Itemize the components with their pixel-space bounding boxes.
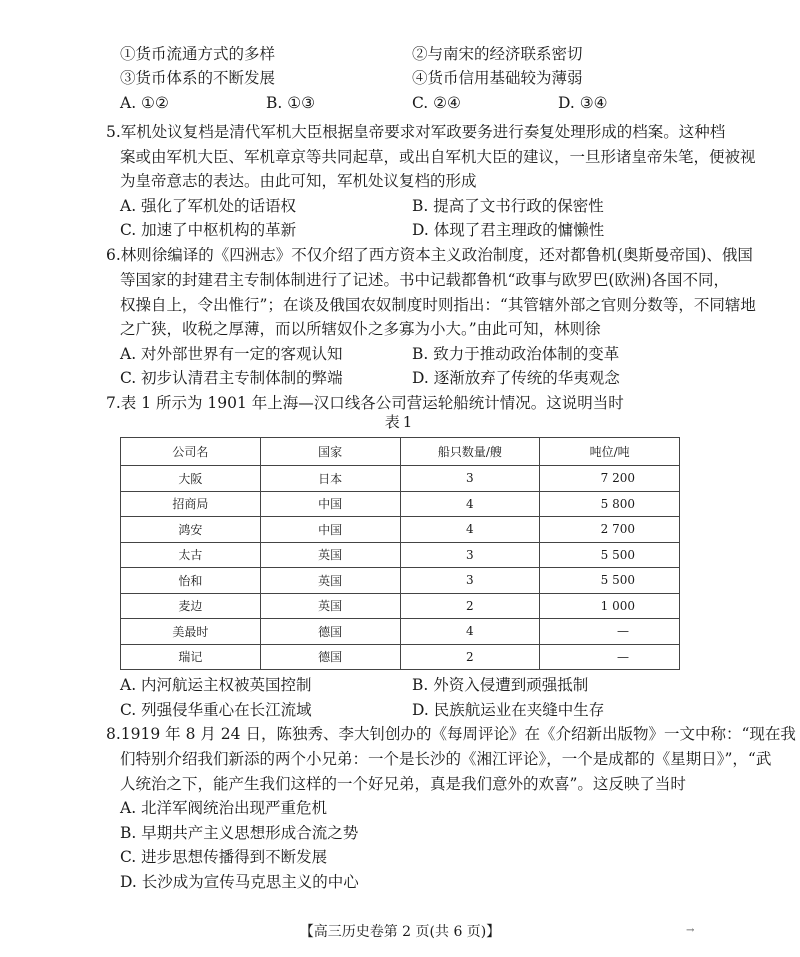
cell-tonnage: — <box>540 619 680 645</box>
table-row <box>121 644 680 670</box>
cell-tonnage: 5 800 <box>540 491 680 517</box>
cell-tonnage: 2 700 <box>540 517 680 543</box>
q6-stem-line-3: 权操自上，令出惟行”；在谈及俄国农奴制度时则指出：“其管辖外部之官则分数等，不同辖地 <box>120 296 756 314</box>
cell-company: 鸿安 <box>121 517 261 543</box>
table-row <box>121 619 680 645</box>
cell-company: 美最时 <box>121 619 261 645</box>
corner-mark: → <box>686 925 695 936</box>
cell-company: 太古 <box>121 542 261 568</box>
cell-ship-count: 3 <box>400 568 540 594</box>
q7-option-b: B. 外资入侵遭到顽强抵制 <box>412 676 589 694</box>
q4-options-row-1 <box>120 44 720 64</box>
cell-ship-count: 2 <box>400 593 540 619</box>
q7-options-row-1 <box>120 675 720 695</box>
cell-company: 麦边 <box>121 593 261 619</box>
cell-ship-count: 4 <box>400 517 540 543</box>
header-ship-count: 船只数量/艘 <box>400 438 540 466</box>
table-row <box>121 593 680 619</box>
q5-stem-line-3: 为皇帝意志的表达。由此可知，军机处议复档的形成 <box>120 172 477 190</box>
q4-item-3: ③货币体系的不断发展 <box>120 69 276 87</box>
cell-tonnage: 5 500 <box>540 568 680 594</box>
q4-option-b: B. ①③ <box>266 94 316 112</box>
table-row <box>121 568 680 594</box>
q7-option-c: C. 列强侵华重心在长江流域 <box>120 701 312 719</box>
q5-options-row-2 <box>120 220 720 240</box>
cell-country: 德国 <box>260 644 400 670</box>
q5-option-c: C. 加速了中枢机构的革新 <box>120 221 297 239</box>
q4-choices-row <box>120 93 720 113</box>
q6-option-a: A. 对外部世界有一定的客观认知 <box>120 345 343 363</box>
q5-option-b: B. 提高了文书行政的保密性 <box>412 197 604 215</box>
q6-stem-line-4: 之广狭，收税之厚薄，而以所辖奴仆之多寡为小大。”由此可知，林则徐 <box>120 320 601 338</box>
cell-company: 怡和 <box>121 568 261 594</box>
cell-country: 日本 <box>260 466 400 492</box>
table-row <box>121 542 680 568</box>
q6-stem-line-2: 等国家的封建君主专制体制进行了记述。书中记载都鲁机“政事与欧罗巴(欧洲)各国不同， <box>120 271 730 289</box>
cell-country: 英国 <box>260 568 400 594</box>
table-row <box>121 466 680 492</box>
cell-country: 英国 <box>260 593 400 619</box>
q4-option-d: D. ③④ <box>558 94 608 112</box>
cell-ship-count: 3 <box>400 542 540 568</box>
q8-stem-line-2: 们特别介绍我们新添的两个小兄弟：一个是长沙的《湘江评论》，一个是成都的《星期日》”，“武 <box>120 750 772 768</box>
q4-item-4: ④货币信用基础较为薄弱 <box>412 69 583 87</box>
q4-item-2: ②与南宋的经济联系密切 <box>412 45 583 63</box>
q7-option-d: D. 民族航运业在夹缝中生存 <box>412 701 605 719</box>
q4-option-c: C. ②④ <box>412 94 461 112</box>
cell-ship-count: 4 <box>400 619 540 645</box>
cell-company: 大阪 <box>121 466 261 492</box>
cell-tonnage: 5 500 <box>540 542 680 568</box>
q5-stem-line-2: 案或由军机大臣、军机章京等共同起草，或出自军机大臣的建议，一旦形诸皇帝朱笔，便被视 <box>120 148 756 166</box>
header-company: 公司名 <box>121 438 261 466</box>
q6-options-row-1 <box>120 344 720 364</box>
q6-option-d: D. 逐渐放弃了传统的华夷观念 <box>412 369 620 387</box>
q8-stem-line-1: 8.1919 年 8 月 24 日，陈独秀、李大钊创办的《每周评论》在《介绍新出版物》一文中称：“现在我 <box>106 725 796 743</box>
q8-option-a: A. 北洋军阀统治出现严重危机 <box>120 799 328 817</box>
table-caption: 表1 <box>384 413 416 431</box>
cell-country: 英国 <box>260 542 400 568</box>
header-country: 国家 <box>260 438 400 466</box>
table-header-row <box>121 438 680 466</box>
q5-option-d: D. 体现了君主理政的慵懒性 <box>412 221 605 239</box>
cell-ship-count: 2 <box>400 644 540 670</box>
table-row <box>121 517 680 543</box>
shipping-table <box>120 437 680 670</box>
q8-option-d: D. 长沙成为宣传马克思主义的中心 <box>120 873 359 891</box>
cell-country: 德国 <box>260 619 400 645</box>
cell-tonnage: — <box>540 644 680 670</box>
q8-option-b: B. 早期共产主义思想形成合流之势 <box>120 824 359 842</box>
page-footer: 【高三历史卷第 2 页(共 6 页)】 <box>299 924 501 940</box>
q5-stem-line-1: 5.军机处议复档是清代军机大臣根据皇帝要求对军政要务进行奏复处理形成的档案。这种档 <box>106 123 726 141</box>
cell-ship-count: 3 <box>400 466 540 492</box>
q6-option-c: C. 初步认清君主专制体制的弊端 <box>120 369 343 387</box>
cell-company: 瑞记 <box>121 644 261 670</box>
q5-option-a: A. 强化了军机处的话语权 <box>120 197 297 215</box>
cell-country: 中国 <box>260 517 400 543</box>
q7-stem: 7.表 1 所示为 1901 年上海—汉口线各公司营运轮船统计情况。这说明当时 <box>106 394 624 412</box>
q4-options-row-2 <box>120 68 720 88</box>
q6-option-b: B. 致力于推动政治体制的变革 <box>412 345 620 363</box>
cell-tonnage: 1 000 <box>540 593 680 619</box>
q4-option-a: A. ①② <box>120 94 169 112</box>
q8-stem-line-3: 人统治之下，能产生我们这样的一个好兄弟，真是我们意外的欢喜”。这反映了当时 <box>120 775 686 793</box>
cell-country: 中国 <box>260 491 400 517</box>
q4-item-1: ①货币流通方式的多样 <box>120 45 276 63</box>
q8-option-c: C. 进步思想传播得到不断发展 <box>120 848 328 866</box>
table-row <box>121 491 680 517</box>
q7-option-a: A. 内河航运主权被英国控制 <box>120 676 312 694</box>
cell-ship-count: 4 <box>400 491 540 517</box>
q6-options-row-2 <box>120 368 720 388</box>
cell-tonnage: 7 200 <box>540 466 680 492</box>
header-tonnage: 吨位/吨 <box>540 438 680 466</box>
q7-options-row-2 <box>120 700 720 720</box>
q6-stem-line-1: 6.林则徐编译的《四洲志》不仅介绍了西方资本主义政治制度，还对都鲁机(奥斯曼帝国)、俄国 <box>106 246 753 264</box>
q5-options-row-1 <box>120 196 720 216</box>
cell-company: 招商局 <box>121 491 261 517</box>
